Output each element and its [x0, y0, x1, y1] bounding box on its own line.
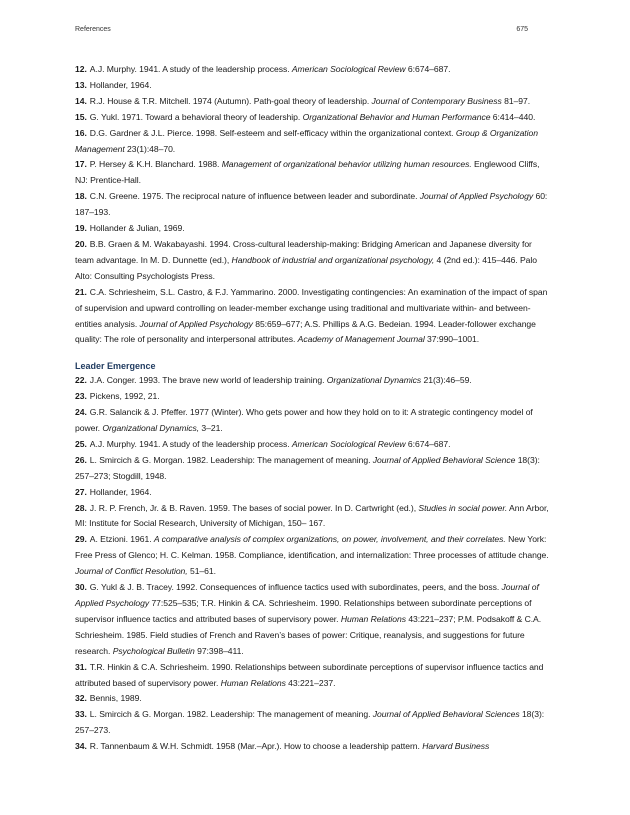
reference-number: 16. [75, 127, 87, 138]
reference-source-title: Human Relations [220, 677, 286, 688]
reference-entry [75, 437, 553, 453]
reference-text: A.J. Murphy. 1941. A study of the leadership process. [89, 438, 292, 449]
reference-text: 37:990–1001. [424, 334, 480, 345]
reference-entry [75, 157, 553, 189]
reference-text: 97:398–411. [194, 645, 244, 656]
reference-number: 25. [75, 438, 87, 449]
section-heading-leader-emergence: Leader Emergence [75, 361, 156, 372]
reference-text: R. Tannenbaum & W.H. Schmidt. 1958 (Mar.–Apr.). How to choose a leadership pattern. [89, 741, 423, 752]
reference-text: J. R. P. French, Jr. & B. Raven. 1959. The bases of social power. In D. Cartwright (ed.), [89, 502, 419, 513]
reference-source-title: Journal of Applied Behavioral Sciences [372, 709, 520, 720]
reference-source-title: Human Relations [340, 613, 406, 624]
reference-source-title: Harvard Business [422, 741, 490, 752]
reference-text: 4 (2nd ed.): 415–446. Palo Alto: Consulting Psychologists Press. [75, 254, 537, 281]
reference-entry [75, 237, 553, 285]
references-body [75, 62, 553, 755]
reference-entry [75, 485, 553, 501]
reference-number: 33. [75, 709, 87, 720]
reference-source-title: American Sociological Review [291, 64, 406, 74]
reference-number: 19. [75, 223, 87, 234]
running-title: References [75, 26, 111, 33]
reference-text: 77:525–535; T.R. Hinkin & CA. Schriesheim. 1990. Relationships between subordinate perceptions of supervisor influence tactics and attributed bases of supervisory power. [75, 598, 532, 624]
reference-entry [75, 453, 553, 485]
reference-number: 22. [75, 375, 87, 386]
reference-number: 23. [75, 391, 87, 402]
reference-text: L. Smircich & G. Morgan. 1982. Leadership: The management of meaning. [89, 709, 373, 720]
reference-text: L. Smircich & G. Morgan. 1982. Leadership: The management of meaning. [89, 454, 373, 465]
reference-text: A. Etzioni. 1961. [89, 534, 154, 545]
reference-source-title: Handbook of industrial and organizational psychology, [231, 254, 435, 265]
reference-text: 6:674–687. [405, 64, 451, 74]
reference-number: 18. [75, 191, 87, 202]
reference-number: 12. [75, 64, 87, 74]
reference-number: 34. [75, 741, 87, 752]
reference-entry [75, 532, 553, 580]
reference-text: 23(1):48–70. [124, 143, 176, 154]
reference-text: G. Yukl & J. B. Tracey. 1992. Consequences of influence tactics used with subordinates, peers, and the boss. [89, 582, 502, 593]
reference-text: 21(3):46–59. [421, 375, 472, 386]
reference-entry [75, 707, 553, 739]
reference-entry [75, 739, 553, 755]
reference-source-title: Journal of Applied Psychology [75, 582, 539, 608]
reference-text: Hollander, 1964. [89, 486, 152, 497]
reference-number: 28. [75, 502, 87, 513]
reference-number: 24. [75, 407, 87, 418]
reference-text: D.G. Gardner & J.L. Pierce. 1998. Self-esteem and self-efficacy within the organizational context. [89, 127, 456, 138]
reference-entry [75, 405, 553, 437]
reference-entry [75, 691, 553, 707]
reference-entry [75, 221, 553, 237]
reference-text: 51–61. [187, 566, 216, 577]
reference-text: Hollander, 1964. [89, 79, 152, 90]
reference-text: C.A. Schriesheim, S.L. Castro, & F.J. Yammarino. 2000. Investigating contingencies: An examination of the impact of span of supervision and upward controlling on leader-member exchange using traditional and multivariate within- and between-entities analysis. [75, 286, 548, 329]
reference-entry [75, 373, 553, 389]
reference-number: 14. [75, 95, 87, 106]
reference-entry [75, 660, 553, 692]
reference-text: 85:659–677; A.S. Phillips & A.G. Bedeian. 1994. Leader-follower exchange quality: The role of personality and interpersonal attributes. [75, 318, 536, 345]
reference-text: 18(3): 257–273; Stogdill, 1948. [75, 454, 540, 481]
reference-number: 20. [75, 238, 87, 249]
reference-source-title: Academy of Management Journal [297, 334, 425, 345]
reference-source-title: A comparative analysis of complex organizations, on power, involvement, and their correlates. [153, 534, 506, 545]
reference-text: 18(3): 257–273. [75, 709, 545, 736]
reference-text: Bennis, 1989. [89, 693, 142, 704]
reference-text: 3–21. [199, 423, 223, 434]
reference-text: R.J. House & T.R. Mitchell. 1974 (Autumn). Path-goal theory of leadership. [89, 95, 372, 106]
reference-source-title: Organizational Behavior and Human Performance [302, 111, 491, 122]
reference-text: 43:221–237; P.M. Podsakoff & C.A. Schriesheim. 1985. Field studies of French and Raven’s bases of power: Critique, reanalysis, and suggestions for future research. [75, 613, 542, 656]
reference-text: C.N. Greene. 1975. The reciprocal nature of influence between leader and subordinate. [89, 191, 420, 202]
reference-entry [75, 189, 553, 221]
reference-source-title: Journal of Applied Psychology [419, 191, 534, 202]
reference-list-group-2 [75, 373, 553, 755]
reference-text: 60: 187–193. [75, 191, 548, 218]
reference-number: 30. [75, 582, 87, 593]
reference-number: 17. [75, 159, 87, 170]
reference-number: 29. [75, 534, 87, 545]
reference-source-title: Journal of Applied Behavioral Science [372, 454, 516, 465]
reference-source-title: American Sociological Review [291, 438, 406, 449]
reference-text: 43:221–237. [285, 677, 336, 688]
reference-source-title: Psychological Bulletin [112, 645, 195, 656]
reference-text: A.J. Murphy. 1941. A study of the leadership process. [89, 64, 292, 74]
reference-text: Hollander & Julian, 1969. [89, 223, 185, 234]
reference-number: 32. [75, 693, 87, 704]
reference-source-title: Journal of Conflict Resolution, [75, 566, 188, 577]
reference-text: J.A. Conger. 1993. The brave new world of leadership training. [89, 375, 327, 386]
reference-text: Pickens, 1992, 21. [89, 391, 160, 402]
reference-entry [75, 126, 553, 158]
reference-text: G. Yukl. 1971. Toward a behavioral theory of leadership. [89, 111, 303, 122]
reference-text: B.B. Graen & M. Wakabayashi. 1994. Cross-cultural leadership-making: Bridging American and Japanese diversity for team advantage. In M. D. Dunnette (ed.), [75, 238, 532, 265]
reference-text: Englewood Cliffs, NJ: Prentice-Hall. [75, 159, 540, 186]
reference-text: Ann Arbor, MI: Institute for Social Research, University of Michigan, 150– 167. [75, 502, 549, 529]
reference-number: 27. [75, 486, 87, 497]
reference-text: G.R. Salancik & J. Pfeffer. 1977 (Winter). Who gets power and how they hold on to it: A strategic contingency model of power. [75, 407, 533, 434]
reference-entry [75, 78, 553, 94]
reference-entry [75, 110, 553, 126]
reference-list-group-1 [75, 62, 553, 348]
reference-number: 13. [75, 79, 87, 90]
reference-number: 26. [75, 454, 87, 465]
reference-entry [75, 501, 553, 533]
reference-entry [75, 94, 553, 110]
reference-text: 6:674–687. [405, 438, 451, 449]
reference-number: 21. [75, 286, 87, 297]
reference-source-title: Group & Organization Management [75, 127, 538, 154]
reference-source-title: Organizational Dynamics, [102, 423, 200, 434]
reference-text: T.R. Hinkin & C.A. Schriesheim. 1990. Relationships between subordinate perceptions of supervisor influence tactics and attributed based of supervisory power. [75, 661, 544, 688]
reference-source-title: Organizational Dynamics [326, 375, 422, 386]
reference-entry [75, 580, 553, 660]
reference-number: 31. [75, 661, 87, 672]
reference-entry [75, 389, 553, 405]
reference-source-title: Journal of Contemporary Business [371, 95, 502, 106]
reference-source-title: Journal of Applied Psychology [139, 318, 253, 329]
reference-entry [75, 62, 553, 78]
reference-source-title: Management of organizational behavior utilizing human resources. [221, 159, 472, 170]
reference-text: P. Hersey & K.H. Blanchard. 1988. [89, 159, 222, 170]
reference-number: 15. [75, 111, 87, 122]
reference-text: 81–97. [501, 95, 531, 106]
page-number: 675 [516, 26, 528, 33]
reference-text: New York: Free Press of Glenco; H. C. Kelman. 1958. Compliance, identification, and internalization: Three processes of attitude change. [75, 534, 549, 561]
reference-entry [75, 285, 553, 349]
reference-source-title: Studies in social power. [418, 502, 508, 513]
reference-text: 6:414–440. [490, 111, 536, 122]
